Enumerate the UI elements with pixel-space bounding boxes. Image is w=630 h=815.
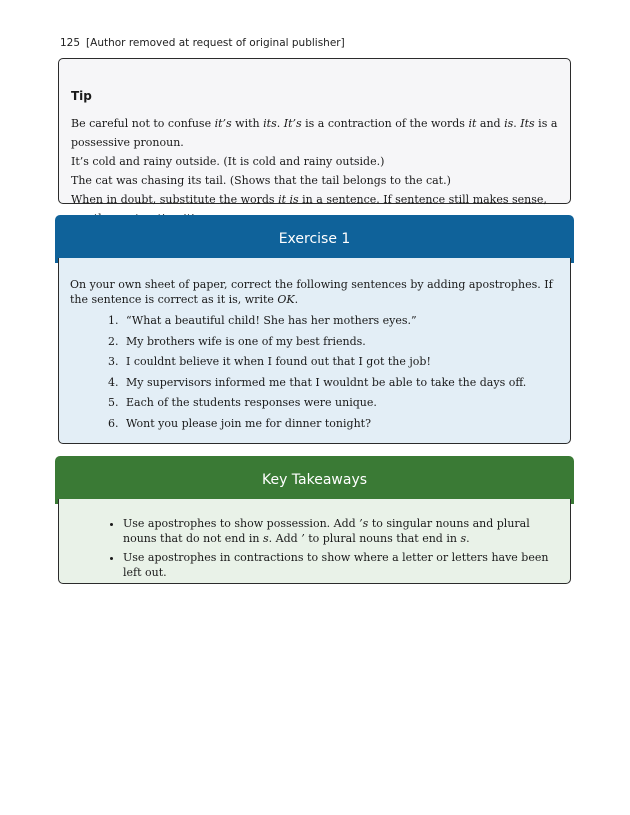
exercise-item: 5. Each of the students responses were unique. [122, 393, 570, 414]
page-number: 125 [60, 37, 81, 49]
exercise-item: 4. My supervisors informed me that I wouldnt be able to take the days off. [122, 373, 570, 394]
takeaway-item-2: • Use apostrophes in contractions to show where a letter or letters have been left out. [123, 551, 558, 580]
exercise-list [59, 311, 570, 434]
tip-line-2: It’s cold and rainy outside. (It is cold and rainy outside.) [71, 155, 385, 168]
tip-line-1: Be careful not to confuse it’s with its. It’s is a contraction of the words it and is. Its is a possessive pronoun. [71, 117, 558, 149]
key-takeaways-header: Key Takeaways [55, 456, 574, 504]
key-takeaways-list [59, 517, 570, 580]
takeaway-item-1: • Use apostrophes to show possession. Add ’s to singular nouns and plural nouns that do not end in s. Add ’ to plural nouns that end in s. [123, 517, 558, 546]
exercise-item: 3. I couldnt believe it when I found out that I got the job! [122, 352, 570, 373]
tip-box [58, 58, 571, 204]
exercise-box [58, 258, 571, 444]
key-takeaways-box [58, 499, 571, 584]
tip-line-4: When in doubt, substitute the words it is in a sentence. If sentence still makes sense, [71, 193, 547, 206]
exercise-item: 2. My brothers wife is one of my best friends. [122, 332, 570, 353]
exercise-header: Exercise 1 [55, 215, 574, 263]
tip-title: Tip [71, 89, 92, 103]
running-title: [Author removed at request of original publisher] [86, 37, 345, 49]
exercise-item: 1. “What a beautiful child! She has her mothers eyes.” [122, 311, 570, 332]
exercise-item: 6. Wont you please join me for dinner tonight? [122, 414, 570, 435]
exercise-intro: On your own sheet of paper, correct the following sentences by adding apostrophes. If the sentence is correct as it is, write OK. [70, 278, 553, 306]
tip-line-3: The cat was chasing its tail. (Shows that the tail belongs to the cat.) [71, 174, 451, 187]
page-header [60, 37, 345, 49]
